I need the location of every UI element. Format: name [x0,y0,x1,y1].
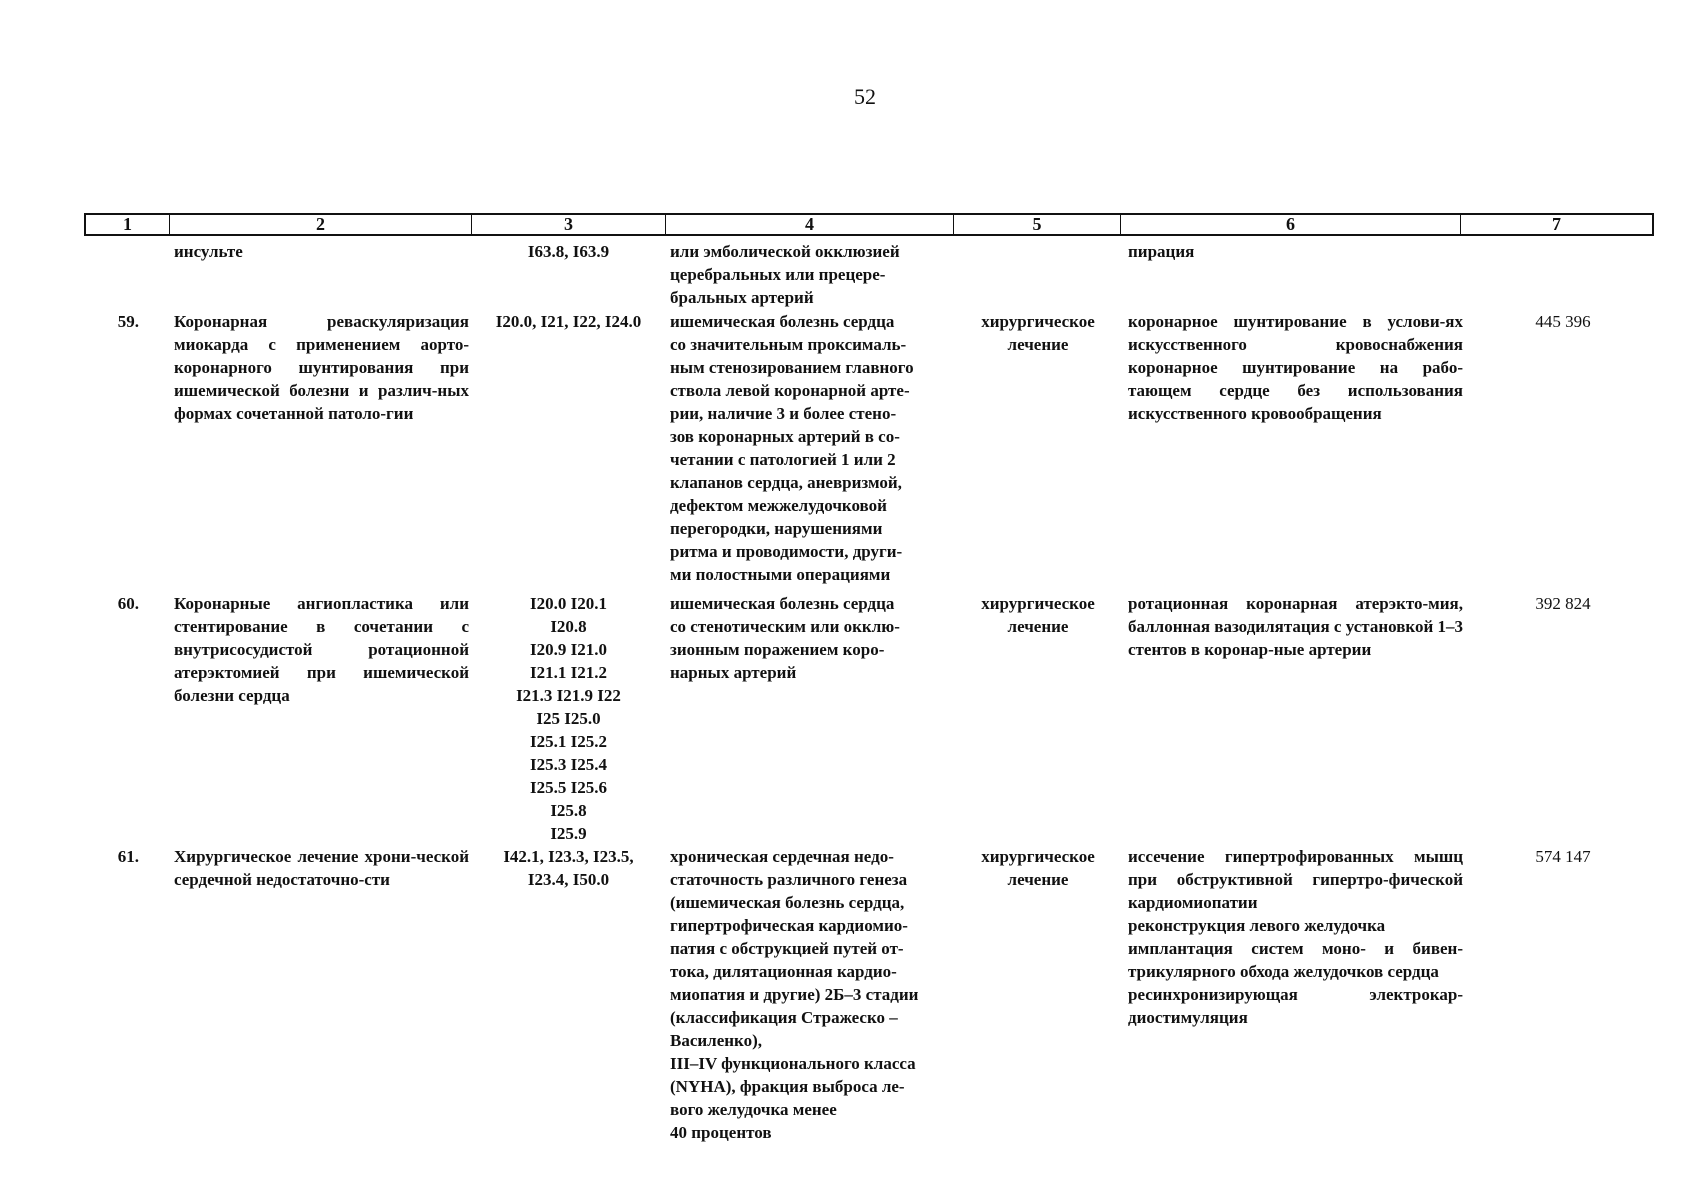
row-method: ротационная коронарная атерэкто-мия, баллонная вазодилятация с установкой 1–3 стентов в коронар-ные артерии [1128,594,1463,659]
header-col-4: 4 [666,215,954,234]
continuation-model: или эмболической окклюзией церебральных или прецере- бральных артерий [670,242,900,307]
header-col-6: 6 [1121,215,1461,234]
row-cost: 574 147 [1535,847,1591,866]
row-number: 60. [117,594,139,613]
row-codes: I42.1, I23.3, I23.5, I23.4, I50.0 [503,847,634,889]
continuation-method: пирация [1128,242,1195,261]
row-treatment: хирургическое лечение [981,847,1095,889]
row-model: хроническая сердечная недо- статочность различного генеза (ишемическая болезнь сердца, гипертрофическая кардиомио- патия с обструкцией путей от- тока, дилятационная кардио- миопатия и другие) 2Б–3 стадии (классификация Стражеско – Василенко), III–IV функционального класса (NYHA), фракция выброса ле- вого желудочка менее 40 процентов [670,847,919,1142]
row-codes: I20.0 I20.1 I20.8 I20.9 I21.0 I21.1 I21.2 I21.3 I21.9 I22 I25 I25.0 I25.1 I25.2 I25.3 I25.4 I25.5 I25.6 I25.8 I25.9 [516,594,621,843]
row-method [1128,845,1463,1029]
row-name: Коронарные ангиопластика или стентирование в сочетании с внутрисосудистой ротационной атерэктомией при ишемической болезни сердца [174,594,469,705]
row-method: коронарное шунтирование в услови-ях искусственного кровоснабжения коронарное шунтирование на рабо-тающем сердце без использования искусственного кровообращения [1128,312,1463,423]
method-line: имплантация систем моно- и бивен-трикулярного обхода желудочков сердца [1128,939,1463,981]
method-line: иссечение гипертрофированных мышц при обструктивной гипертро-фической кардиомиопатии [1128,847,1463,912]
row-number: 61. [117,847,139,866]
table-header [84,213,1654,236]
row-cost: 392 824 [1535,594,1591,613]
page-number: 52 [854,84,876,109]
header-col-5: 5 [954,215,1121,234]
row-model: ишемическая болезнь сердца со значительным проксималь- ным стенозированием главного ствола левой коронарной арте- рии, наличие 3 и более стено- зов коронарных артерий в со- четании с патологией 1 или 2 клапанов сердца, аневризмой, дефектом межжелудочковой перегородки, нарушениями ритма и проводимости, други- ми полостными операциями [670,312,914,584]
row-treatment: хирургическое лечение [981,312,1095,354]
continuation-name: инсульте [174,242,243,261]
row-codes: I20.0, I21, I22, I24.0 [495,312,642,331]
row-cost: 445 396 [1535,312,1591,331]
header-col-1: 1 [86,215,170,234]
method-line: ресинхронизирующая электрокар-диостимуляция [1128,985,1463,1027]
header-col-7: 7 [1552,214,1561,234]
row-treatment: хирургическое лечение [981,594,1095,636]
row-model: ишемическая болезнь сердца со стенотическим или окклю- зионным поражением коро- нарных артерий [670,594,900,682]
continuation-codes: I63.8, I63.9 [527,242,610,261]
row-number: 59. [117,312,139,331]
header-col-2: 2 [170,215,472,234]
method-line: реконструкция левого желудочка [1128,916,1386,935]
header-col-3: 3 [472,215,666,234]
row-name: Коронарная реваскуляризация миокарда с применением аорто-коронарного шунтирования при ишемической болезни и различ-ных формах сочетанной патоло-гии [174,312,469,423]
row-name: Хирургическое лечение хрони-ческой сердечной недостаточно-сти [174,847,469,889]
